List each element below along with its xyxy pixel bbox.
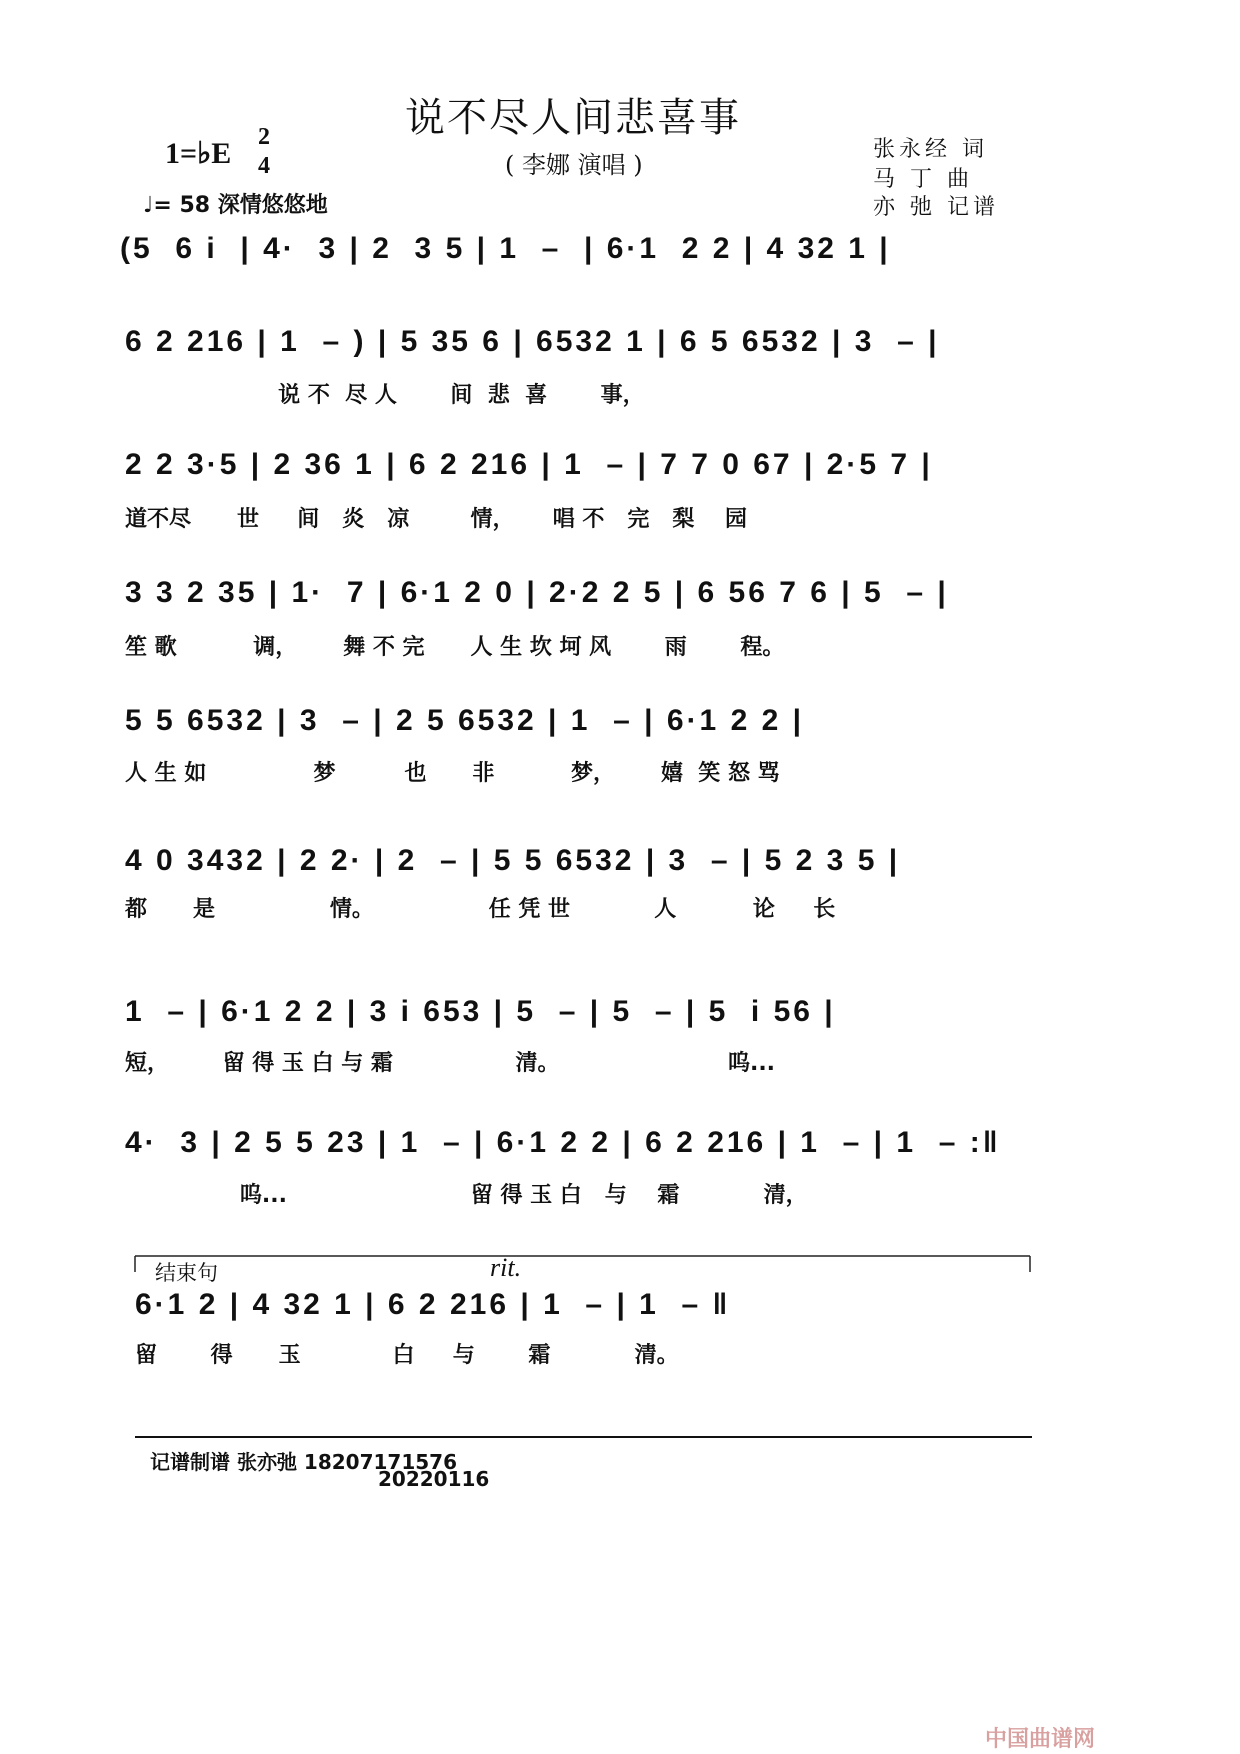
score-row-2-notes: 6 2 216 | 1 – ) | 5 35 6 | 6532 1 | 6 5 6532 | 3 – |	[125, 325, 940, 358]
score-row-7-lyrics: 短， 留 得 玉 白 与 霜 清。 呜...	[125, 1051, 776, 1076]
score-row-9-notes: 6·1 2 | 4 32 1 | 6 2 216 | 1 – | 1 – ‖	[135, 1288, 731, 1321]
page-title: 说不尽人间悲喜事	[405, 95, 741, 141]
score-row-5-lyrics: 人 生 如 梦 也 非 梦， 嬉 笑 怒 骂	[125, 761, 780, 786]
time-signature-top: 2	[258, 124, 270, 150]
time-signature-bottom: 4	[258, 153, 270, 179]
footer-date: 20220116	[378, 1467, 490, 1491]
score-row-7-notes: 1 – | 6·1 2 2 | 3 i 653 | 5 – | 5 – | 5 i 56 |	[125, 995, 836, 1028]
footer-credit: 记谱制谱 张亦弛 18207171576	[150, 1450, 458, 1474]
site-watermark: 中国曲谱网	[985, 1727, 1096, 1752]
score-row-3-lyrics: 道不尽 世 间 炎 凉 情， 唱 不 完 梨 园	[125, 507, 748, 532]
score-row-4-notes: 3 3 2 35 | 1· 7 | 6·1 2 0 | 2·2 2 5 | 6 56 7 6 | 5 – |	[125, 576, 949, 609]
score-row-6-lyrics: 都 是 情。 任 凭 世 人 论 长	[125, 897, 836, 922]
score-row-3-notes: 2 2 3·5 | 2 36 1 | 6 2 216 | 1 – | 7 7 0 67 | 2·5 7 |	[125, 448, 933, 481]
subtitle: ( 李娜 演唱 )	[505, 151, 643, 179]
ending-label: 结束句	[155, 1261, 218, 1285]
score-row-8-lyrics: 呜... 留 得 玉 白 与 霜 清，	[125, 1183, 808, 1208]
score-row-5-notes: 5 5 6532 | 3 – | 2 5 6532 | 1 – | 6·1 2 2 |	[125, 704, 805, 737]
score-row-4-lyrics: 笙 歌 调， 舞 不 完 人 生 坎 坷 风 雨 程。	[125, 635, 785, 660]
score-row-6-notes: 4 0 3432 | 2 2· | 2 – | 5 5 6532 | 3 – | 5 2 3 5 |	[125, 844, 901, 877]
score-row-1-notes: (5 6 i | 4· 3 | 2 3 5 | 1 – | 6·1 2 2 | 4 32 1 |	[120, 232, 891, 265]
ritardando-marking: rit.	[490, 1253, 522, 1282]
score-row-8-notes: 4· 3 | 2 5 5 23 | 1 – | 6·1 2 2 | 6 2 216 | 1 – | 1 – :‖	[125, 1126, 1001, 1159]
key-signature: 1=♭E	[165, 137, 232, 170]
score-row-2-lyrics: 说 不 尽 人 间 悲 喜 事，	[125, 383, 645, 408]
score-row-9-lyrics: 留 得 玉 白 与 霜 清。	[135, 1343, 679, 1368]
tempo-marking: ♩= 58 深情悠悠地	[143, 193, 328, 218]
composer-credit: 马 丁 曲	[873, 167, 973, 192]
transcriber-credit: 亦 弛 记谱	[873, 195, 999, 220]
lyricist-credit: 张永经 词	[873, 137, 988, 162]
